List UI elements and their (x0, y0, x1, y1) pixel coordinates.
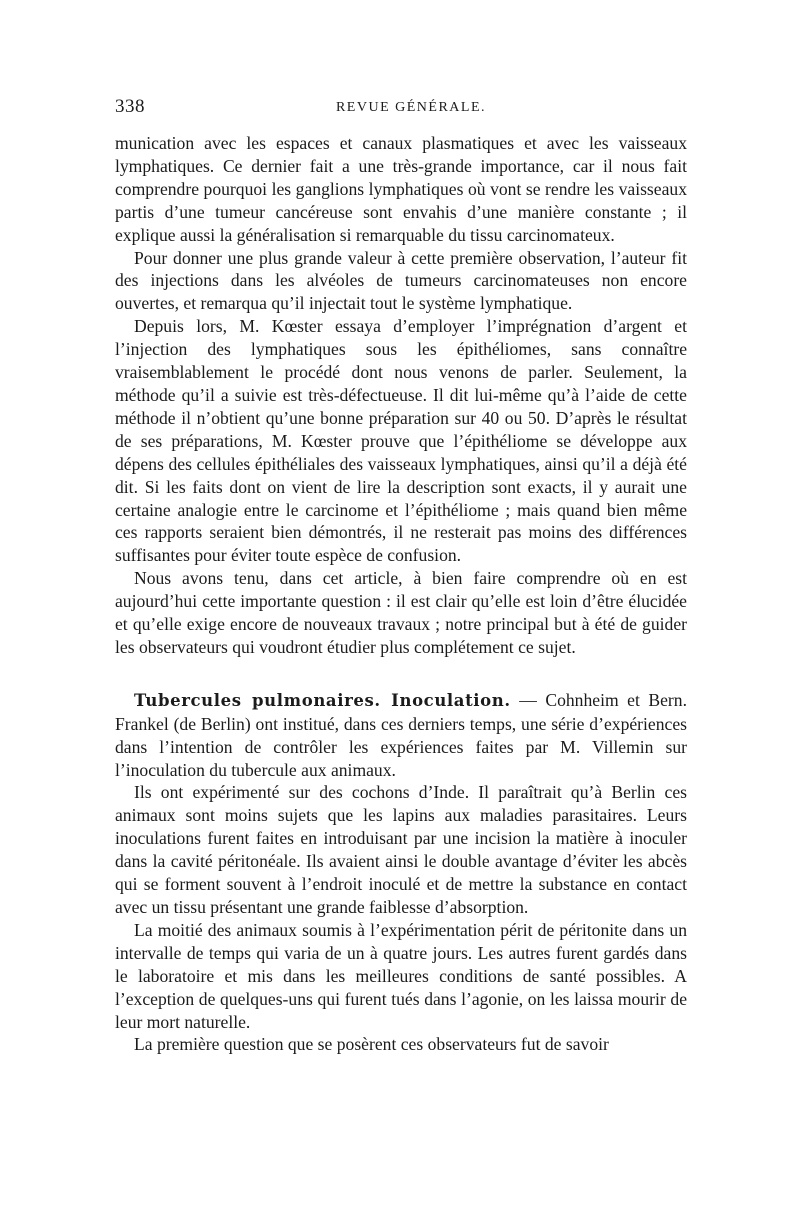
paragraph: La première question que se posèrent ces observateurs fut de savoir (134, 1034, 609, 1055)
section-opening-text: — Cohnheim et Bern. Frankel (de Berlin) ont institué, dans ces derniers temps, une série d’expériences dans l’intention de contrôler les expériences faites par M. Villemin sur l’inoculation du tubercule aux animaux. (115, 689, 687, 780)
section-spacer (115, 659, 687, 689)
page-number: 338 (115, 96, 145, 117)
article-body (115, 132, 687, 1056)
paragraph: Pour donner une plus grande valeur à cette première observation, l’auteur fit des injections dans les alvéoles de tumeurs carcinomateuses non encore ouvertes, et remarqua qu’il injectait tout le système lymphatique. (115, 247, 687, 314)
paragraph: Depuis lors, M. Kœster essaya d’employer l’imprégnation d’argent et l’injection des lymphatiques sous les épithéliomes, sans connaître vraisemblablement le procédé dont nous venons de parler. Seulement, la méthode qu’il a suivie est très-défectueuse. Il dit lui-même qu’à l’aide de cette méthode il n’obtient qu’une bonne préparation sur 40 ou 50. D’après le résultat de ses préparations, M. Kœster prouve que l’épithéliome se développe aux dépens des cellules épithéliales des vaisseaux lymphatiques, ainsi qu’il a déjà été dit. Si les faits dont on vient de lire la description sont exacts, il y aurait une certaine analogie entre le carcinome et l’épithéliome ; mais quand bien même ces rapports seraient bien démontrés, il ne resterait pas moins des différences suffisantes pour éviter toute espèce de confusion. (115, 316, 687, 566)
page (115, 96, 687, 1056)
running-head (115, 96, 687, 122)
section-heading: Tubercules pulmonaires. Inoculation. (134, 690, 511, 710)
paragraph-continued: munication avec les espaces et canaux plasmatiques et avec les vaisseaux lymphatiques. Ce dernier fait a une très-grande importance, car il nous fait comprendre pourquoi les ganglions lymphatiques où vont se rendre les vaisseaux partis d’une tumeur cancéreuse sont envahis d’une manière constante ; il explique aussi la généralisation si remarquable du tissu carcinomateux. (115, 133, 687, 245)
section-opening-paragraph (115, 689, 687, 782)
paragraph: La moitié des animaux soumis à l’expérimentation périt de péritonite dans un intervalle de temps qui varia de un à quatre jours. Les autres furent gardés dans le laboratoire et mis dans les meilleures conditions de santé possibles. A l’exception de quelques-uns qui furent tués dans l’agonie, on les laissa mourir de leur mort naturelle. (115, 919, 687, 1032)
running-title: REVUE GÉNÉRALE. (335, 100, 487, 115)
paragraph: Ils ont expérimenté sur des cochons d’Inde. Il paraîtrait qu’à Berlin ces animaux sont moins sujets que les lapins aux maladies parasitaires. Leurs inoculations furent faites en introduisant par une incision la matière à inoculer dans la cavité péritonéale. Ils avaient ainsi le double avantage d’éviter les abcès qui se forment souvent à l’endroit inoculé et de mettre la substance en contact avec un tissu présentant une grande faiblesse d’absorption. (115, 782, 687, 917)
paragraph: Nous avons tenu, dans cet article, à bien faire comprendre où en est aujourd’hui cette importante question : il est clair qu’elle est loin d’être élucidée et qu’elle exige encore de nouveaux travaux ; notre principal but à été de guider les observateurs qui voudront étudier plus complétement ce sujet. (115, 568, 687, 657)
